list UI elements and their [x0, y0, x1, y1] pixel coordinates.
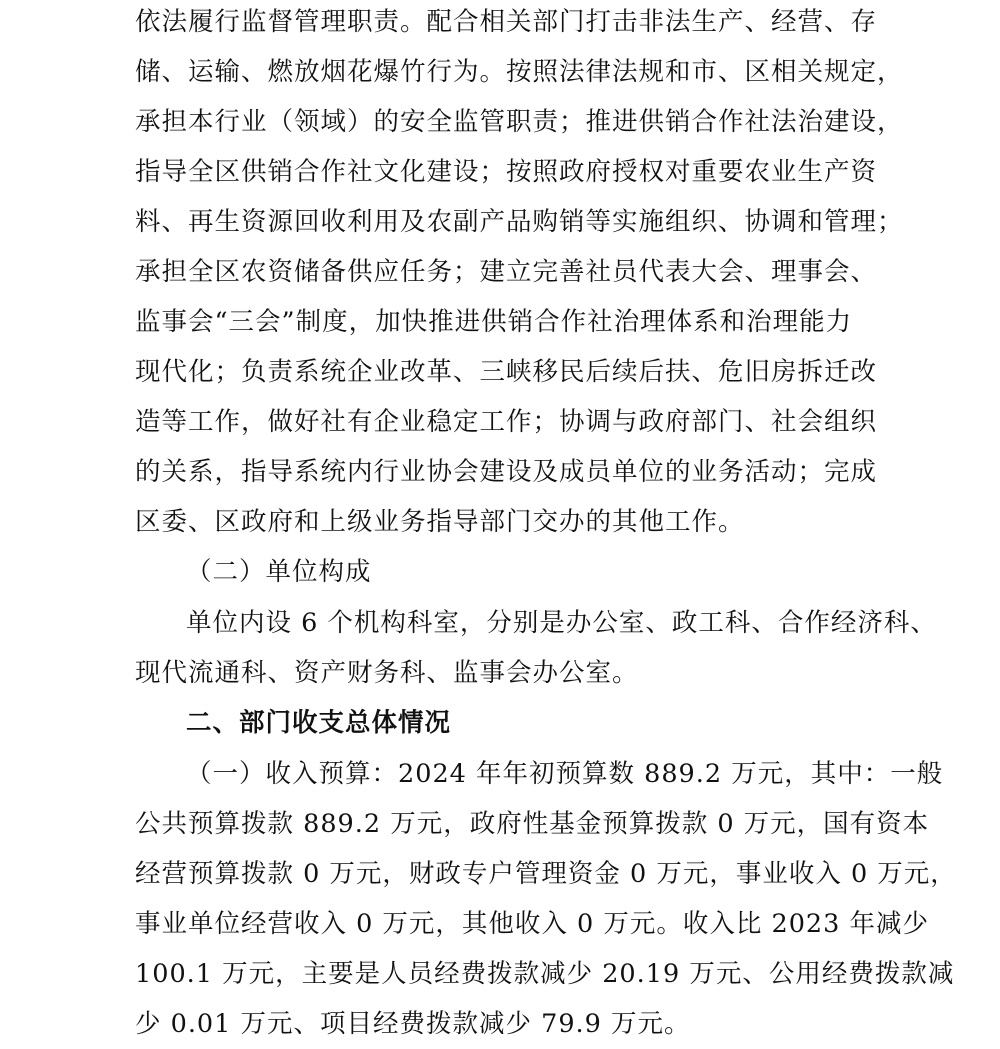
income-line: 少 0.01 万元、项目经费拨款减少 79.9 万元。: [135, 1009, 691, 1039]
paragraph-line: 储、运输、燃放烟花爆竹行为。按照法律法规和市、区相关规定，: [135, 57, 904, 87]
paragraph-line: 区委、区政府和上级业务指导部门交办的其他工作。: [135, 507, 745, 537]
paragraph-line: 依法履行监督管理职责。配合相关部门打击非法生产、经营、存: [135, 7, 878, 37]
income-line: 事业单位经营收入 0 万元，其他收入 0 万元。收入比 2023 年减少: [135, 909, 929, 939]
income-line: 公共预算拨款 889.2 万元，政府性基金预算拨款 0 万元，国有资本: [135, 809, 930, 839]
subheading-unit-composition: （二）单位构成: [186, 557, 372, 587]
income-line: 经营预算拨款 0 万元，财政专户管理资金 0 万元，事业收入 0 万元，: [135, 859, 957, 889]
paragraph-line: 料、再生资源回收利用及农副产品购销等实施组织、协调和管理；: [135, 207, 904, 237]
paragraph-line: 造等工作，做好社有企业稳定工作；协调与政府部门、社会组织: [135, 407, 878, 437]
unit-line: 现代流通科、资产财务科、监事会办公室。: [135, 658, 639, 688]
paragraph-line: 监事会“三会”制度，加快推进供销合作社治理体系和治理能力: [135, 307, 853, 337]
paragraph-line: 现代化；负责系统企业改革、三峡移民后续后扶、危旧房拆迁改: [135, 357, 878, 387]
paragraph-line: 的关系，指导系统内行业协会建设及成员单位的业务活动；完成: [135, 457, 878, 487]
income-line: （一）收入预算：2024 年年初预算数 889.2 万元，其中：一般: [186, 759, 944, 789]
paragraph-line: 承担本行业（领域）的安全监管职责；推进供销合作社法治建设，: [135, 107, 904, 137]
section-heading: 二、部门收支总体情况: [186, 708, 452, 738]
paragraph-line: 指导全区供销合作社文化建设；按照政府授权对重要农业生产资: [135, 157, 878, 187]
income-line: 100.1 万元，主要是人员经费拨款减少 20.19 万元、公用经费拨款减: [135, 959, 955, 989]
unit-line: 单位内设 6 个机构科室，分别是办公室、政工科、合作经济科、: [186, 608, 937, 638]
paragraph-line: 承担全区农资储备供应任务；建立完善社员代表大会、理事会、: [135, 257, 878, 287]
